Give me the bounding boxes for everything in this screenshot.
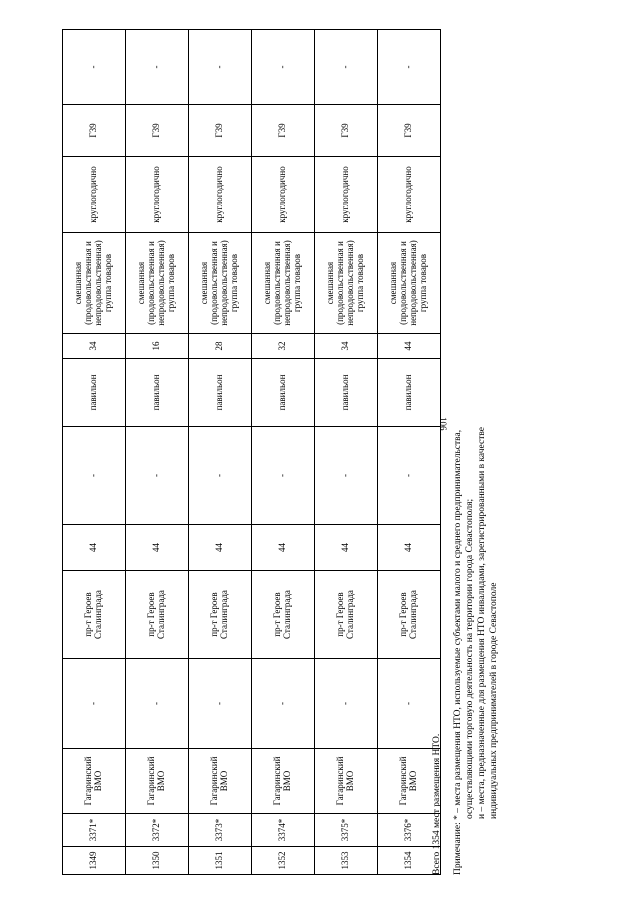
- sme-mark: *: [277, 818, 288, 824]
- cell-empty-6: -: [378, 427, 441, 525]
- cell-empty-3: -: [252, 659, 315, 749]
- cell-empty-6: -: [252, 427, 315, 525]
- cell-period: круглогодично: [189, 157, 252, 233]
- cell-type: павильон: [378, 359, 441, 427]
- note-label: Примечание:: [453, 822, 463, 875]
- cell-period: круглогодично: [63, 157, 126, 233]
- cell-address: пр-т Героев Сталинграда: [378, 571, 441, 659]
- cell-code: [126, 814, 189, 847]
- cell-number: 1351: [189, 847, 252, 875]
- table-row: [63, 30, 126, 875]
- cell-specialization: смешанная (продовольственная и непродовольственная) группа товаров: [378, 233, 441, 334]
- cell-code: [252, 814, 315, 847]
- cell-scheme: Г39: [315, 105, 378, 157]
- cell-specialization: смешанная (продовольственная и непродовольственная) группа товаров: [252, 233, 315, 334]
- table-row: [252, 30, 315, 875]
- sme-mark: *: [403, 818, 414, 824]
- code-value: 3372: [151, 823, 162, 842]
- cell-district: Гагаринский ВМО: [378, 749, 441, 814]
- cell-empty-12: -: [315, 30, 378, 105]
- cell-area: 16: [126, 334, 189, 359]
- note-line-1-text: * – места размещения НТО, используемые субъектами малого и среднего предпринимательства,: [453, 429, 463, 820]
- cell-empty-6: -: [63, 427, 126, 525]
- cell-address: пр-т Героев Сталинграда: [126, 571, 189, 659]
- code-value: 3373: [214, 823, 225, 842]
- cell-type: павильон: [63, 359, 126, 427]
- code-value: 3371: [88, 823, 99, 842]
- cell-number: 1352: [252, 847, 315, 875]
- cell-district: Гагаринский ВМО: [315, 749, 378, 814]
- cell-address: пр-т Героев Сталинграда: [189, 571, 252, 659]
- cell-district: Гагаринский ВМО: [252, 749, 315, 814]
- cell-scheme: Г39: [378, 105, 441, 157]
- nto-table: [62, 29, 441, 875]
- cell-empty-12: -: [252, 30, 315, 105]
- cell-type: павильон: [252, 359, 315, 427]
- cell-house: 44: [126, 525, 189, 571]
- cell-scheme: Г39: [126, 105, 189, 157]
- total-line: Всего 1354 мест размещения НТО.: [432, 733, 442, 875]
- cell-empty-3: -: [315, 659, 378, 749]
- cell-empty-3: -: [378, 659, 441, 749]
- code-value: 3376: [403, 823, 414, 842]
- sme-mark: *: [340, 818, 351, 824]
- cell-empty-12: -: [378, 30, 441, 105]
- cell-number: 1350: [126, 847, 189, 875]
- cell-area: 44: [378, 334, 441, 359]
- code-value: 3375: [340, 823, 351, 842]
- cell-house: 44: [63, 525, 126, 571]
- cell-address: пр-т Героев Сталинграда: [252, 571, 315, 659]
- cell-house: 44: [378, 525, 441, 571]
- cell-period: круглогодично: [252, 157, 315, 233]
- note-line-4: индивидуальных предпринимателей в городе Севастополе: [489, 582, 499, 819]
- cell-area: 34: [63, 334, 126, 359]
- cell-district: Гагаринский ВМО: [189, 749, 252, 814]
- cell-house: 44: [189, 525, 252, 571]
- cell-address: пр-т Героев Сталинграда: [315, 571, 378, 659]
- cell-empty-3: -: [189, 659, 252, 749]
- cell-house: 44: [252, 525, 315, 571]
- cell-scheme: Г39: [189, 105, 252, 157]
- cell-empty-12: -: [189, 30, 252, 105]
- cell-empty-12: -: [63, 30, 126, 105]
- cell-number: 1353: [315, 847, 378, 875]
- cell-empty-3: -: [63, 659, 126, 749]
- sme-mark: *: [214, 818, 225, 824]
- cell-type: павильон: [126, 359, 189, 427]
- cell-specialization: смешанная (продовольственная и непродовольственная) группа товаров: [315, 233, 378, 334]
- table-row: [189, 30, 252, 875]
- note-line-1: [452, 427, 464, 875]
- cell-scheme: Г39: [252, 105, 315, 157]
- cell-empty-6: -: [315, 427, 378, 525]
- note-line-3: и – места, предназначенные для размещения НТО инвалидами, зарегистрированными в качестве: [477, 426, 487, 819]
- cell-type: павильон: [189, 359, 252, 427]
- sme-mark: *: [151, 818, 162, 824]
- cell-empty-3: -: [126, 659, 189, 749]
- cell-number: 1354: [378, 847, 441, 875]
- cell-address: пр-т Героев Сталинграда: [63, 571, 126, 659]
- cell-area: 28: [189, 334, 252, 359]
- cell-code: [189, 814, 252, 847]
- cell-empty-6: -: [126, 427, 189, 525]
- cell-empty-6: -: [189, 427, 252, 525]
- sme-mark: *: [88, 818, 99, 824]
- table-body: [63, 30, 441, 875]
- note-line-2: осуществляющими торговую деятельность на территории города Севастополя;: [465, 498, 475, 819]
- page-number: 106: [438, 417, 448, 431]
- cell-period: круглогодично: [126, 157, 189, 233]
- code-value: 3374: [277, 823, 288, 842]
- cell-specialization: смешанная (продовольственная и непродовольственная) группа товаров: [63, 233, 126, 334]
- cell-type: павильон: [315, 359, 378, 427]
- cell-code: [315, 814, 378, 847]
- cell-area: 32: [252, 334, 315, 359]
- cell-house: 44: [315, 525, 378, 571]
- table-row: [315, 30, 378, 875]
- cell-area: 34: [315, 334, 378, 359]
- cell-number: 1349: [63, 847, 126, 875]
- note-block: [452, 427, 500, 875]
- table-row: [126, 30, 189, 875]
- cell-scheme: Г39: [63, 105, 126, 157]
- cell-period: круглогодично: [378, 157, 441, 233]
- cell-code: [63, 814, 126, 847]
- cell-specialization: смешанная (продовольственная и непродовольственная) группа товаров: [189, 233, 252, 334]
- cell-specialization: смешанная (продовольственная и непродовольственная) группа товаров: [126, 233, 189, 334]
- cell-district: Гагаринский ВМО: [63, 749, 126, 814]
- cell-period: круглогодично: [315, 157, 378, 233]
- cell-empty-12: -: [126, 30, 189, 105]
- cell-district: Гагаринский ВМО: [126, 749, 189, 814]
